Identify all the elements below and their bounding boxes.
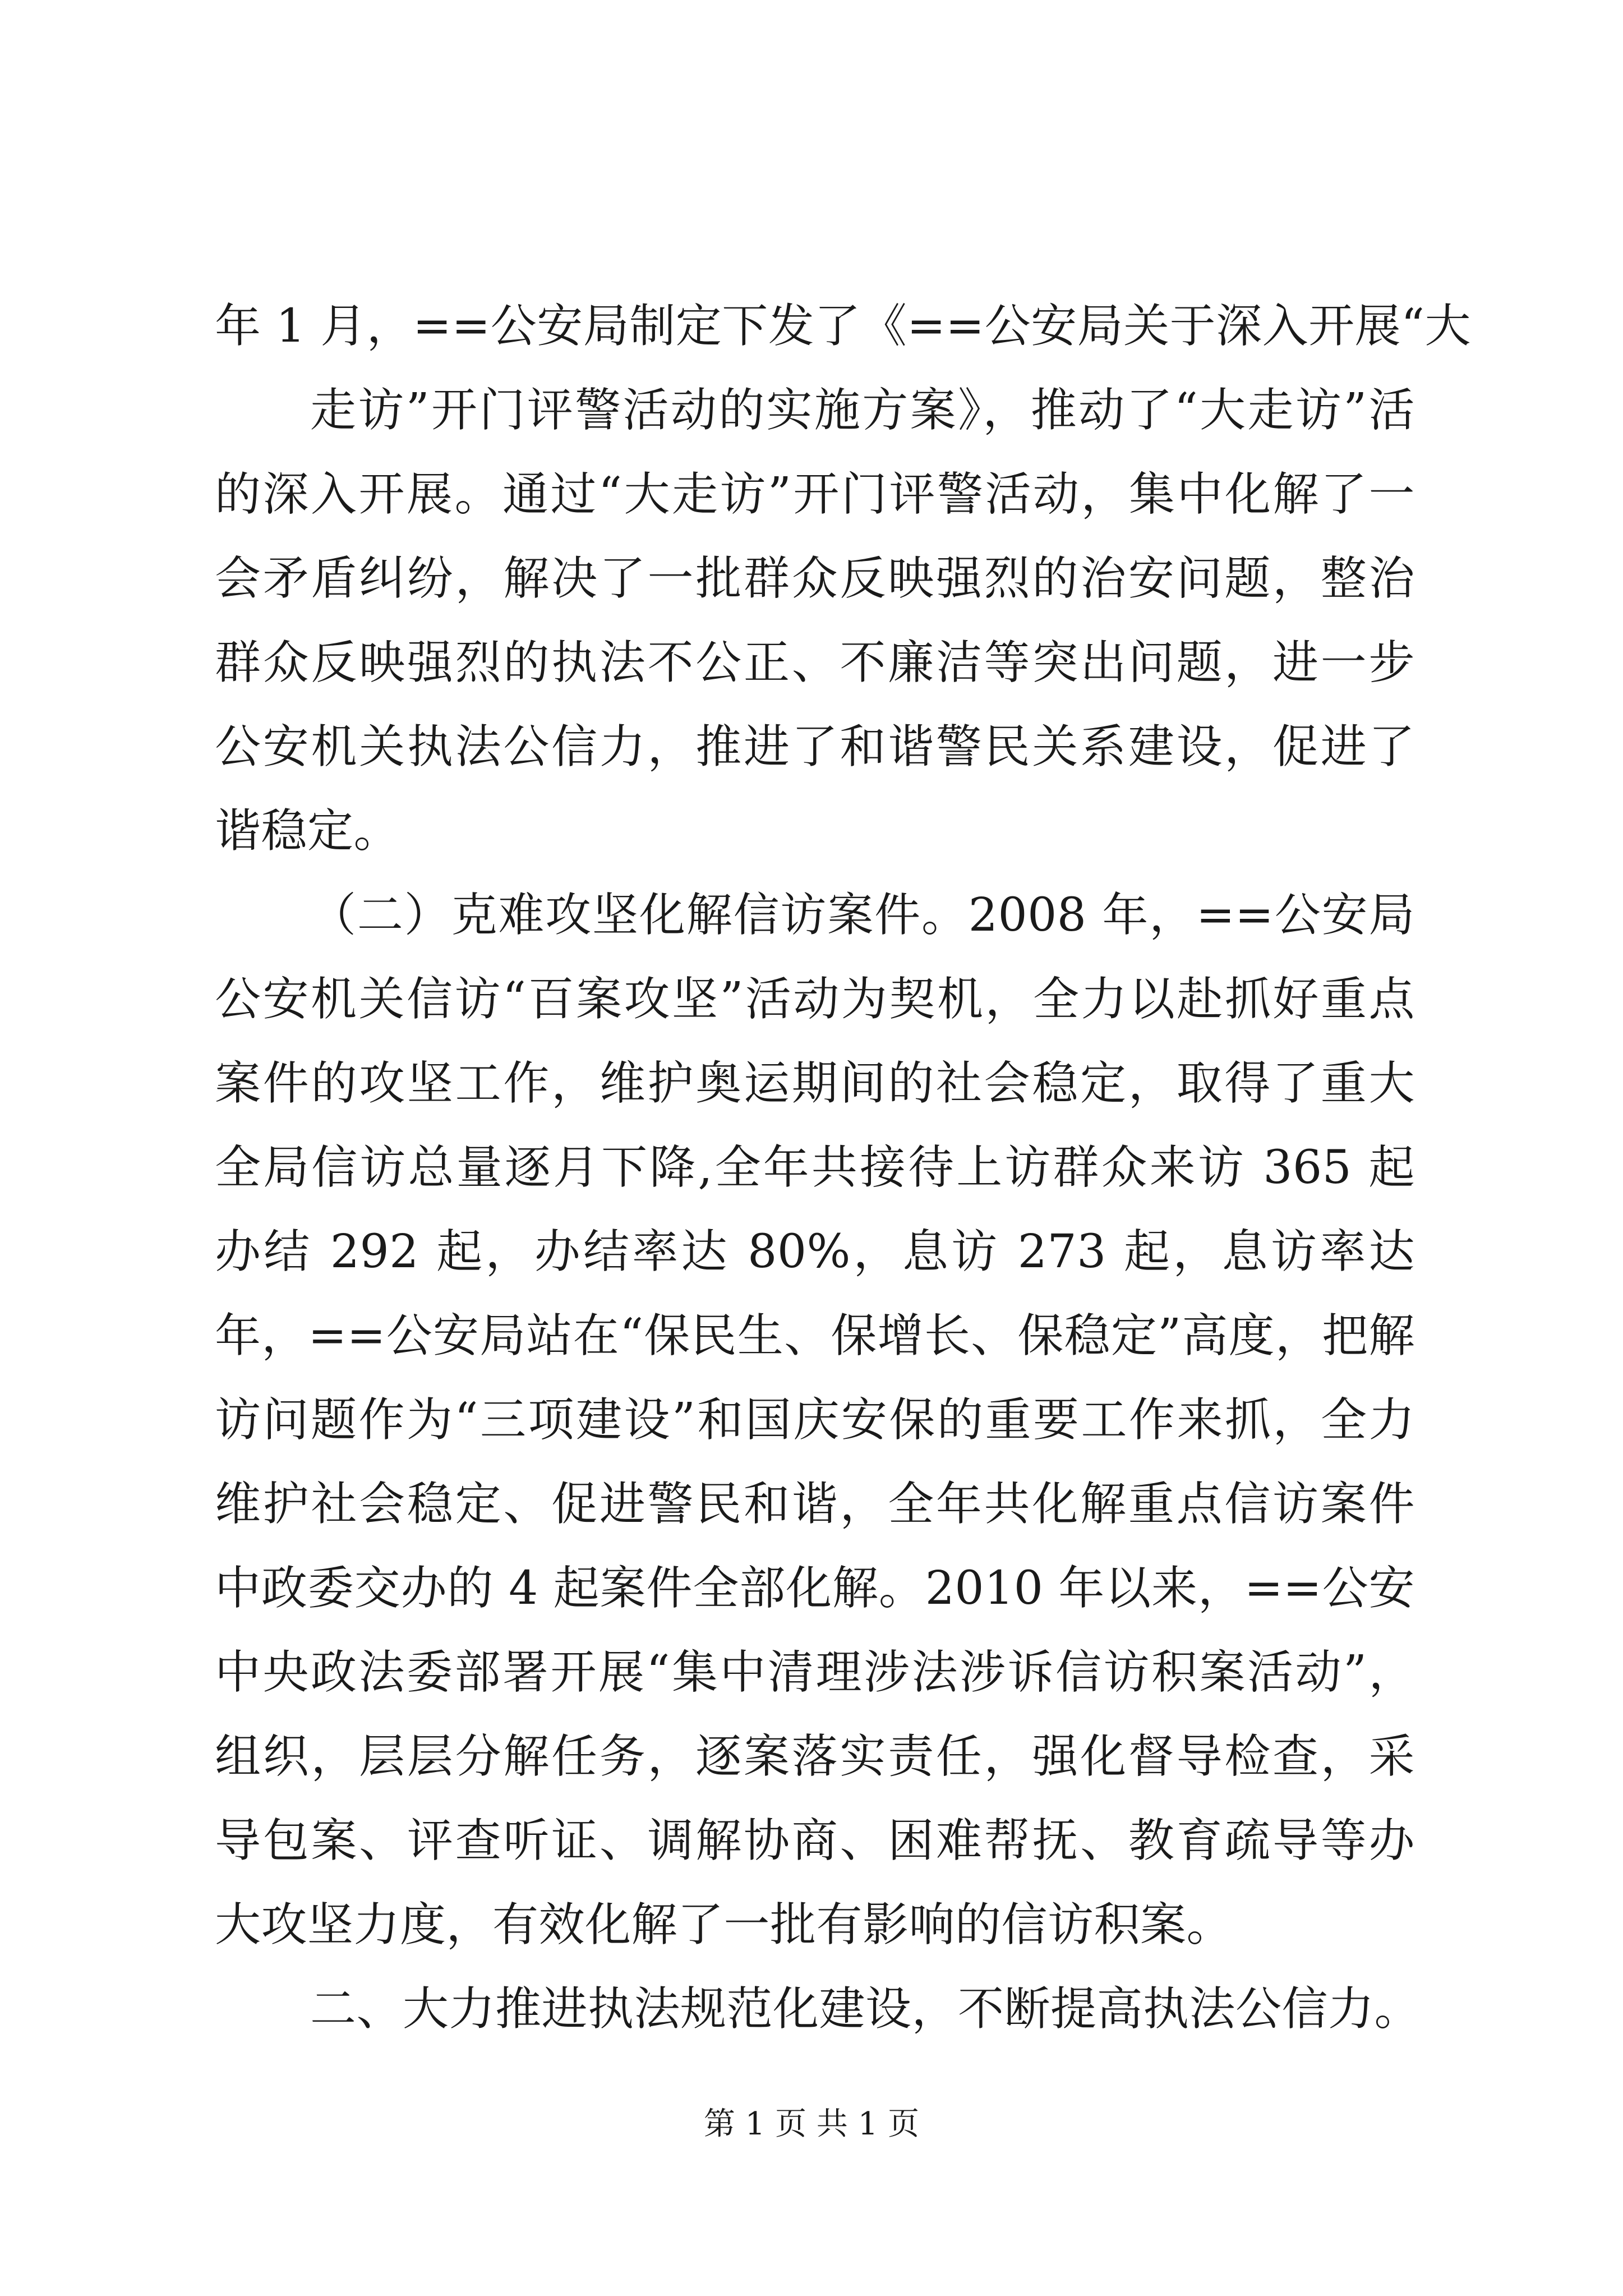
- text-line-16: 中政委交办的 4 起案件全部化解。2010 年以来，==公安: [215, 1562, 1415, 1615]
- text-line-20: 大攻坚力度，有效化解了一批有影响的信访积案。: [215, 1898, 1233, 1952]
- text-line-14: 访问题作为“三项建设”和国庆安保的重要工作来抓，全力: [215, 1393, 1415, 1447]
- text-line-15: 维护社会稳定、促进警民和谐，全年共化解重点信访案件: [215, 1478, 1415, 1531]
- text-line-10: 案件的攻坚工作，维护奥运期间的社会稳定，取得了重大: [215, 1057, 1415, 1110]
- text-line-3: 的深入开展。通过“大走访”开门评警活动，集中化解了一: [215, 468, 1415, 521]
- text-line-19: 导包案、评查听证、调解协商、困难帮抚、教育疏导等办: [215, 1814, 1415, 1867]
- text-line-11: 全局信访总量逐月下降,全年共接待上访群众来访 365 起: [215, 1141, 1415, 1194]
- text-line-2: 走访”开门评警活动的实施方案》，推动了“大走访”活: [310, 384, 1415, 437]
- text-line-7: 谐稳定。: [215, 804, 400, 858]
- text-line-17: 中央政法委部署开展“集中清理涉法涉诉信访积案活动”，: [215, 1646, 1415, 1699]
- page-footer: 第 1 页 共 1 页: [703, 2106, 920, 2142]
- text-line-9: 公安机关信访“百案攻坚”活动为契机，全力以赴抓好重点: [215, 973, 1415, 1026]
- text-line-4: 会矛盾纠纷，解决了一批群众反映强烈的治安问题，整治: [215, 552, 1415, 605]
- text-line-1: 年 1 月，==公安局制定下发了《==公安局关于深入开展“大: [215, 300, 1472, 353]
- text-line-5: 群众反映强烈的执法不公正、不廉洁等突出问题，进一步: [215, 636, 1415, 689]
- text-line-8: （二）克难攻坚化解信访案件。2008 年，==公安局: [310, 889, 1415, 942]
- text-line-6: 公安机关执法公信力，推进了和谐警民关系建设，促进了: [215, 720, 1415, 774]
- text-line-12: 办结 292 起，办结率达 80%，息访 273 起，息访率达: [215, 1225, 1415, 1278]
- text-line-18: 组织，层层分解任务，逐案落实责任，强化督导检查，采: [215, 1730, 1415, 1783]
- section-heading: 二、大力推进执法规范化建设，不断提高执法公信力。: [310, 1982, 1421, 2036]
- text-line-13: 年，==公安局站在“保民生、保增长、保稳定”高度，把解: [215, 1309, 1415, 1363]
